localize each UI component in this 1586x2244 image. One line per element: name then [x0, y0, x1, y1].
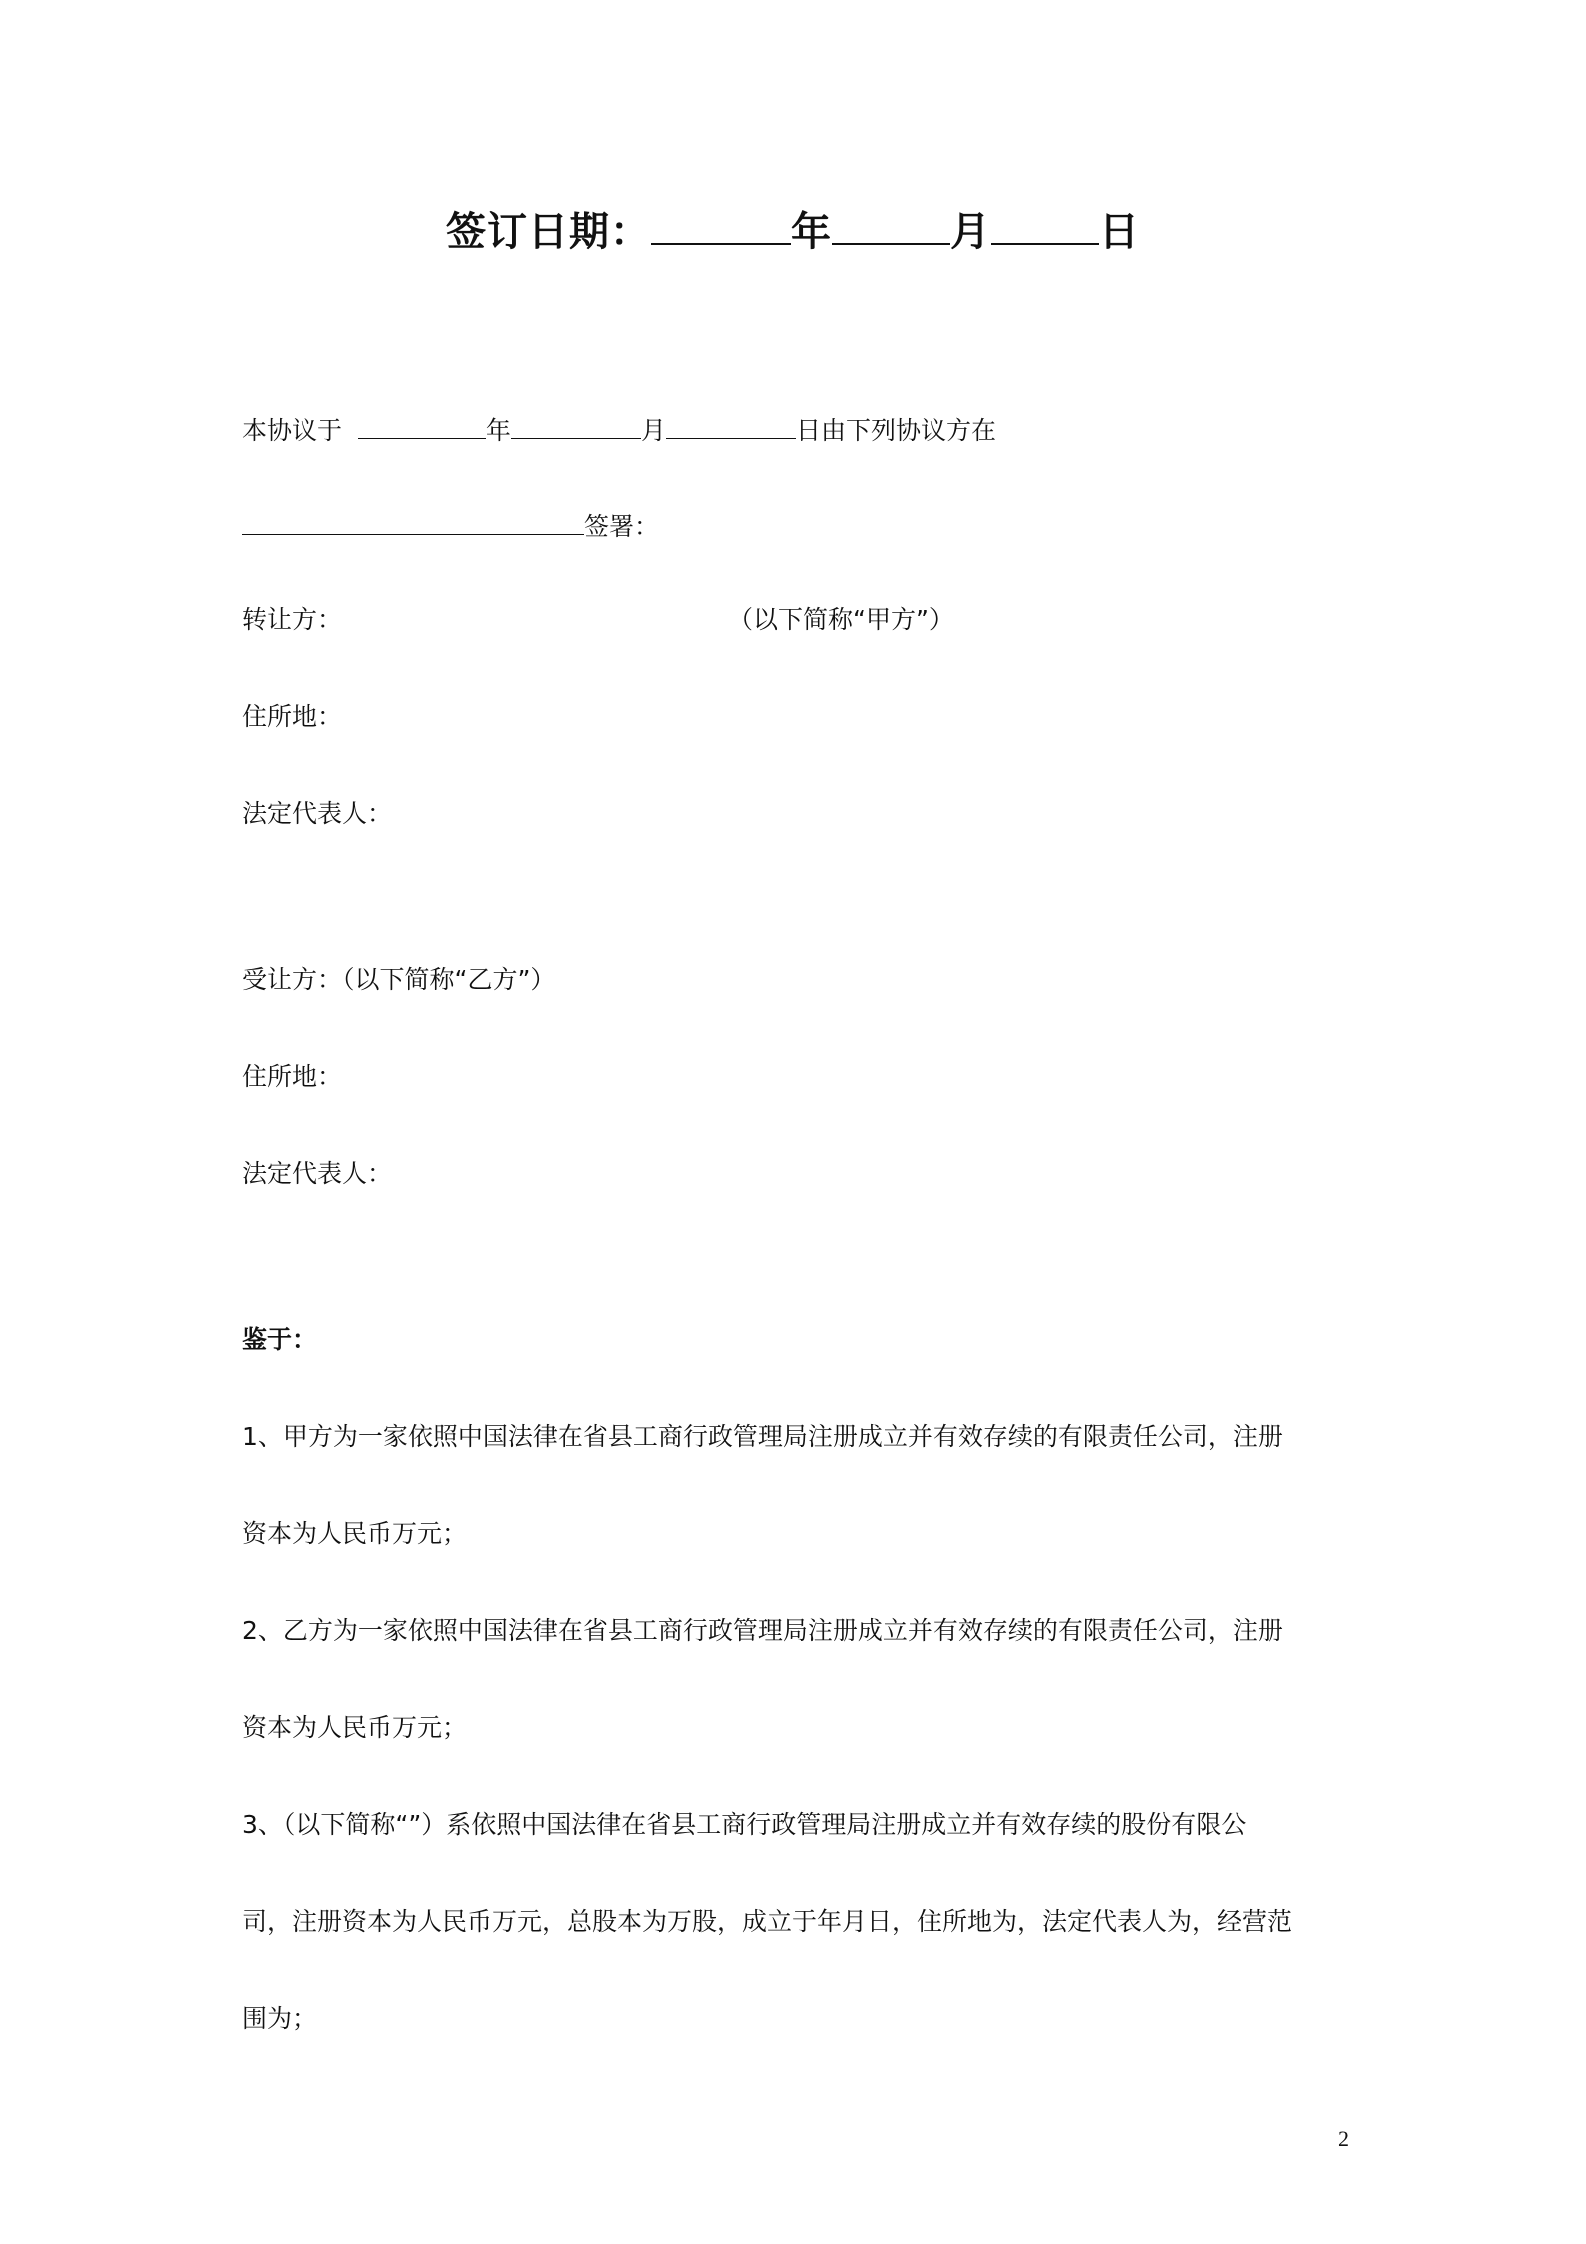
party-b-line	[242, 963, 555, 997]
whereas-item-2-line-1: 2、乙方为一家依照中国法律在省县工商行政管理局注册成立并有效存续的有限责任公司，注册	[242, 1616, 1283, 1645]
party-b-alias: （以下简称“乙方”）	[342, 965, 556, 994]
signing-place-blank	[242, 512, 584, 536]
party-a-rep-label: 法定代表人：	[242, 799, 393, 828]
year-blank	[651, 203, 791, 245]
signing-date-title	[0, 200, 1586, 257]
signing-place-line	[242, 510, 659, 544]
party-b-role: 受让方：	[242, 965, 343, 994]
intro-year-blank	[358, 416, 486, 440]
party-a-role: 转让方：	[242, 605, 343, 634]
party-b-address-label: 住所地：	[242, 1062, 343, 1091]
day-label: 日	[1099, 209, 1140, 255]
intro-suffix: 日由下列协议方在	[795, 416, 996, 445]
whereas-item-3-line-2: 司，注册资本为人民币万元，总股本为万股，成立于年月日，住所地为，法定代表人为，经营范	[242, 1907, 1293, 1936]
intro-year-label: 年	[485, 416, 511, 445]
whereas-item-1-line-2: 资本为人民币万元；	[242, 1519, 468, 1548]
party-a-alias: （以下简称“甲方”）	[728, 605, 954, 634]
month-label: 月	[950, 209, 991, 255]
intro-prefix: 本协议于	[242, 416, 343, 445]
signed-label: 签署：	[584, 512, 660, 541]
day-blank	[991, 203, 1099, 245]
signing-date-label: 签订日期：	[446, 209, 651, 255]
page-number: 2	[1338, 2126, 1349, 2151]
month-blank	[832, 203, 950, 245]
intro-month-blank	[511, 416, 641, 440]
year-label: 年	[791, 209, 832, 255]
intro-month-label: 月	[640, 416, 666, 445]
whereas-item-1-line-1: 1、甲方为一家依照中国法律在省县工商行政管理局注册成立并有效存续的有限责任公司，注册	[242, 1422, 1283, 1451]
intro-day-blank	[666, 416, 796, 440]
party-b-rep-label: 法定代表人：	[242, 1159, 393, 1188]
whereas-item-3-line-1: 3、（以下简称“”）系依照中国法律在省县工商行政管理局注册成立并有效存续的股份有限公	[242, 1810, 1247, 1839]
whereas-heading: 鉴于：	[242, 1325, 318, 1354]
party-a-address-label: 住所地：	[242, 702, 343, 731]
intro-line	[242, 414, 996, 448]
whereas-item-2-line-2: 资本为人民币万元；	[242, 1713, 468, 1742]
whereas-item-3-line-3: 围为；	[242, 2004, 318, 2033]
